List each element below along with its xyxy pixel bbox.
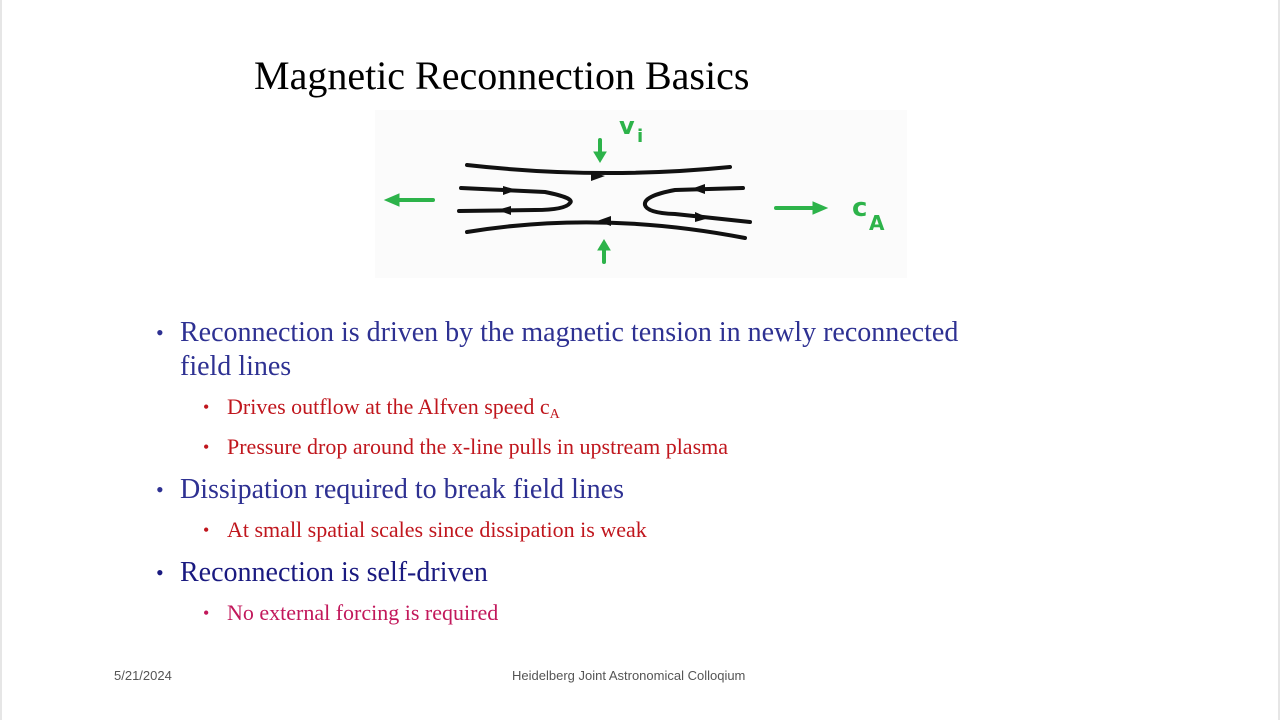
sub-bullet [203,391,1155,431]
sub-bullet [203,431,1155,463]
inflow-label: v [619,112,635,140]
sub-bullet-text: At small spatial scales since dissipation is weak [227,517,647,542]
outflow-arrowhead-left [385,194,399,206]
bullet-level1 [155,316,1155,384]
bullet-dot: • [156,477,164,502]
footer-date: 5/21/2024 [114,668,172,683]
sub-bullet [203,514,1155,546]
sub-bullet [203,597,1155,629]
footer-event: Heidelberg Joint Astronomical Colloqium [512,668,746,683]
sub-bullet-text: No external forcing is required [227,600,499,625]
bullet-dot: • [156,560,164,585]
bullet-list [155,316,1155,629]
bullet-dot: • [203,603,210,623]
inflow-arrowhead-top [594,152,606,162]
outflow-label: c [852,193,868,223]
field-arrow-right-upper [691,184,705,194]
bullet-text: Reconnection is self-driven [180,557,488,588]
sub-bullet-subscript: A [549,407,560,422]
sub-bullet-text: Drives outflow at the Alfven speed c [227,394,550,419]
outflow-arrowhead-right [813,202,827,214]
bullet-text: Dissipation required to break field lines [180,474,624,505]
bullet-level1 [155,473,1155,507]
reconnection-diagram-svg [375,110,907,278]
sub-bullet-text: Pressure drop around the x-line pulls in upstream plasma [227,434,729,459]
left-hairpin-line [459,188,571,211]
slide-title: Magnetic Reconnection Basics [254,53,750,98]
reconnection-diagram [375,110,907,278]
bullet-dot: • [203,520,210,540]
top-field-line [467,165,730,173]
field-arrow-left-upper [503,186,517,195]
bullet-dot: • [203,437,210,457]
bullet-text-continuation: field lines [180,351,292,382]
bullet-level1 [155,556,1155,590]
bullet-dot: • [203,397,210,417]
bottom-field-line [467,222,745,238]
inflow-arrowhead-bottom [598,240,610,250]
outflow-label-subscript: A [869,211,885,235]
inflow-label-subscript: i [637,126,644,147]
bullet-dot: • [156,320,164,345]
field-arrow-left-lower [497,206,511,215]
left-edge [0,0,2,720]
bullet-text: Reconnection is driven by the magnetic tension in newly reconnected [180,317,959,348]
